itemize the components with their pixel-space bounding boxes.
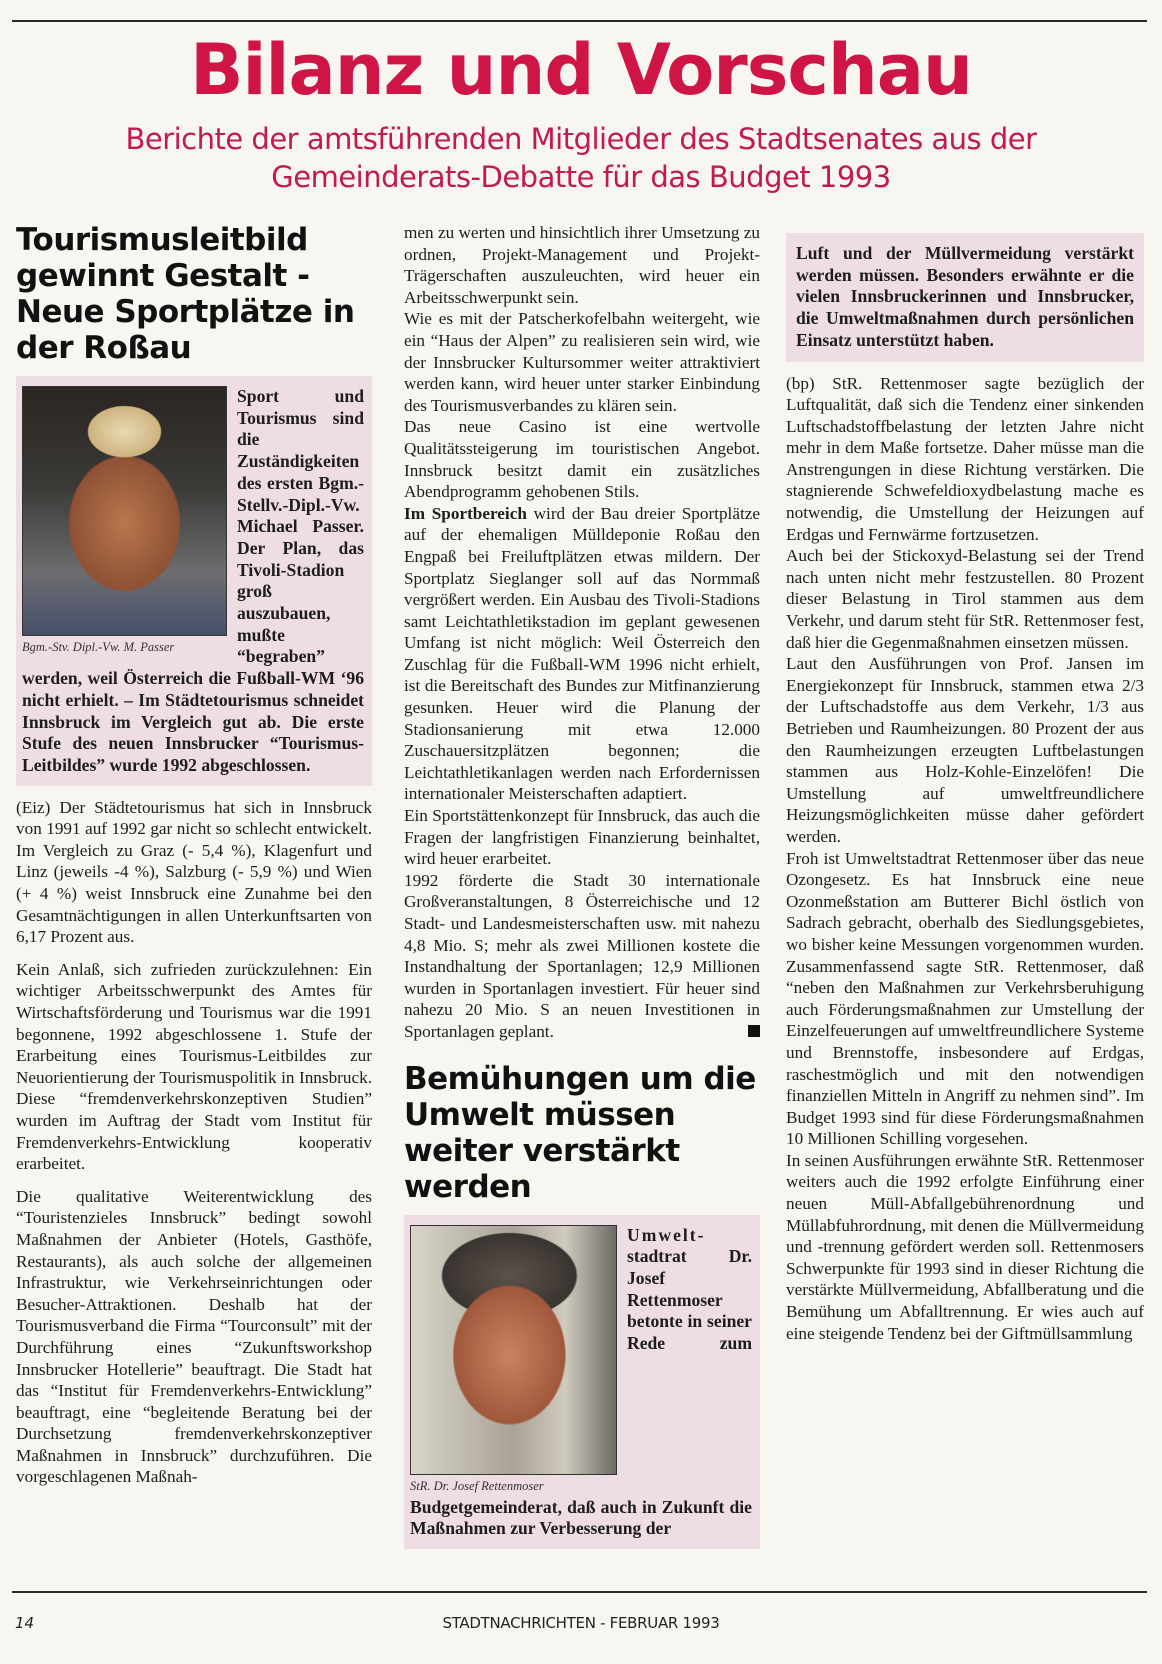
article1-headline: Tourismusleitbild gewinnt Gestalt - Neue Sportplätze in der Roßau (16, 222, 355, 366)
article2-photo-figure (410, 1225, 617, 1495)
closing-text: 1992 förderte die Stadt 30 internationale Großveranstaltungen, 8 Österreichische und 12 Stadt- und Landesmeisterschaften usw. mit nahezu 4,8 Mio. S; mehr als zwei Millionen kostete die Instandhaltung der Sportanlagen; 12,9 Millionen wurden in Sportanlagen investiert. Für heuer sind nahezu 20 Mio. S an neuen Investitionen in Sportanlagen geplant. (404, 870, 760, 1041)
article2-paragraph: Froh ist Umweltstadtrat Rettenmoser über das neue Ozongesetz. Es hat Innsbruck eine neue Ozonmeßstation am Butterer Bichl östlich von Sadrach gebracht, oberhalb des Siedlungsgebietes, wo bisher keine Messungen vorgenommen wurden. Zusammenfassend sagte StR. Rettenmoser, daß “neben den Maßnahmen zur Verkehrsberuhigung auch Förderungsmaßnahmen zur Umstellung der Einzelfeuerungen auf umweltfreundlichere Systeme und Brennstoffe, insbesondere auf Erdgas, raschestmöglich und mit den notwendigen finanziellen Mitteln in Angriff zu nehmen sind”. Im Budget 1993 sind für diese Förderungsmaßnahmen 10 Millionen Schilling vorgesehen. (786, 848, 1144, 1149)
article2-lead-box (404, 1215, 760, 1549)
page-subtitle: Berichte der amtsführenden Mitglieder des Stadtsenates aus der Gemeinderats-Debatte für das Budget 1993 (125, 122, 1037, 194)
article2-lead-box-continued (786, 233, 1144, 362)
article1-paragraph: men zu werten und hinsichtlich ihrer Umsetzung zu ordnen, Projekt-Management und Projekt-Trägerschaften auszuleuchten, wird heuer ein Arbeitsschwerpunkt sein. (404, 223, 760, 307)
article2-paragraph: Auch bei der Stickoxyd-Belastung sei der Trend nach unten nicht mehr festzustellen. 80 Prozent dieser Belastung in Tirol stammen aus dem Verkehr, und darum steht für StR. Rettenmoser fest, daß hier die Gegenmaßnahmen einsetzen müssen. (786, 546, 1144, 652)
article1-paragraph: Ein Sportstättenkonzept für Innsbruck, das auch die Fragen der langfristigen Finanzierung beinhaltet, wird heuer erarbeitet. (404, 806, 760, 869)
sport-text: wird der Bau dreier Sportplätze auf der ehemaligen Mülldeponie Roßau den Engpaß bei Freiluftplätzen etwas mildern. Der Sportplatz Sieglanger soll auf das Normmaß vergrößert werden. Ein Ausbau des Tivoli-Stadions samt Leichtathletikstadion im geplant gewesenen Umfang ist nicht möglich: Weil Österreich den Zuschlag für die Fußball-WM 1996 nicht erhielt, ist die Bereitschaft des Bundes zur Mitfinanzierung gesunken. Heuer wird die Planung der Stadionsanierung mit etwa 12.000 Zuschauersitzplätzen begonnen; die Leichtathletikanlagen werden nach Erfordernissen internationaler Meisterschaften adaptiert. (404, 503, 760, 804)
lead-first-word: Umwelt- (627, 1224, 706, 1245)
article1-closing-paragraph (404, 870, 760, 1043)
sport-label: Im Sportbereich (404, 503, 527, 523)
article1-paragraph: Das neue Casino ist eine wertvolle Qualitätssteigerung im touristischen Angebot. Innsbruck besitzt damit ein zusätzliches Abendprogramm gehobenen Stils. (404, 417, 760, 502)
photo-caption: Bgm.-Stv. Dipl.-Vw. M. Passer (22, 640, 175, 654)
article1-paragraph: Kein Anlaß, sich zufrieden zurückzulehnen: Ein wichtiger Arbeitsschwerpunkt des Amtes für Wirtschaftsförderung und Tourismus war die 1991 begonnene, 1992 abgeschlossene 1. Stufe der Erarbeitung eines Tourismus-Leitbildes zur Neuorientierung der Tourismuspolitik in Innsbruck. Diese “fremdenverkehrskonzeptiven Studien” wurden im Auftrag der Stadt vom Institut für Fremdenverkehrs-Entwicklung kooperativ erarbeitet. (16, 959, 372, 1174)
lead-text: stadtrat Dr. Josef Rettenmoser betonte in seiner Rede zum Budgetgemeinderat, daß auch in Zukunft die Maßnahmen zur Verbesserung der (410, 1246, 752, 1539)
page-number: 14 (15, 1614, 35, 1632)
article1-lead: Sport und Tourismus sind die Zuständigkeiten des ersten Bgm.-Stellv.-Dipl.-Vw. Michael Passer. Der Plan, das Tivoli-Stadion groß auszubauen, mußte “begraben” werden, weil Österreich die Fußball-WM ‘96 nicht erhielt. – Im Städtetourismus schneidet Innsbruck im Vergleich gut ab. Die erste Stufe des neuen Innsbrucker “Tourismus-Leitbildes” wurde 1992 abgeschlossen. (22, 386, 364, 775)
article1-lead-box (16, 376, 372, 786)
portrait-photo-rettenmoser (410, 1225, 617, 1475)
article1-paragraph: (Eiz) Der Städtetourismus hat sich in Innsbruck von 1991 auf 1992 gar nicht so schlecht entwickelt. Im Vergleich zu Graz (- 5,4 %), Klagenfurt und Linz (jeweils -4 %), Salzburg (- 5,9 %) und Wien (+ 4 %) weist Innsbruck eine Zunahme bei den Gesamtnächtigungen in allen Unterkunftsarten von 6,17 Prozent aus. (16, 797, 372, 947)
end-of-article-square-icon (748, 1025, 760, 1037)
publication-footer: STADTNACHRICHTEN - FEBRUAR 1993 (442, 1614, 720, 1632)
article1-paragraph: Die qualitative Weiterentwicklung des “Touristenzieles Innsbruck” bedingt sowohl Maßnahmen der Anbieter (Hotels, Gasthöfe, Restaurants), als auch solche der allgemeinen Infrastruktur, wie Verkehrseinrichtungen oder Besucher-Attraktionen. Deshalb hat der Tourismusverband die Firma “Tourconsult” mit der Durchführung eines “Zukunftsworkshop Innsbrucker Hotellerie” beauftragt. Die Stadt hat das “Institut für Fremdenverkehrs-Entwicklung” beauftragt, eine “begleitende Beratung bei der Durchsetzung fremdenverkehrskonzeptiver Maßnahmen in Innsbruck” durchzuführen. Die vorgeschlagenen Maßnah- (16, 1186, 372, 1487)
top-rule (12, 20, 1147, 22)
article1-photo-figure (22, 386, 227, 656)
article2-paragraph: (bp) StR. Rettenmoser sagte bezüglich der Luftqualität, daß sich die Tendenz einer sinkenden Luftschadstoffbelastung der letzten Jahre nicht mehr in dem Maße fortsetze. Daher müsse man die Anstrengungen in diese Richtung verstärken. Die stagnierende Schwefeldioxydbelastung mache es notwendig, die Umstellung der Heizungen auf Erdgas und Fernwärme fortzusetzen. (786, 373, 1144, 544)
column-2 (404, 222, 760, 1549)
article2-headline: Bemühungen um die Umwelt müssen weiter verstärkt werden (404, 1060, 756, 1205)
photo-caption: StR. Dr. Josef Rettenmoser (410, 1478, 544, 1493)
article2-paragraph: In seinen Ausführungen erwähnte StR. Rettenmoser weiters auch die 1992 erfolgte Einführung einer neuen Müll-Abfallgebührenordnung und Müllabfuhrordnung, mit denen die Müllvermeidung und -trennung gefördert werden soll. Rettenmosers Schwerpunkte für 1993 sind in dieser Richtung die verstärkte Müllvermeidung, Abfallberatung und die Bemühung um Abfalltrennung. Er wies auch auf eine steigende Tendenz bei der Giftmüllsammlung (786, 1150, 1144, 1343)
portrait-photo-passer (22, 386, 227, 636)
column-1 (16, 222, 372, 1488)
article1-paragraph: Wie es mit der Patscherkofelbahn weitergeht, wie ein “Haus der Alpen” zu realisieren sein wird, wie der Innsbrucker Kultursommer weiter attraktiviert werden kann, wird heuer unter starker Einbindung des Tourismusverbandes zu klären sein. (404, 309, 760, 415)
column-3 (786, 233, 1144, 1344)
article1-sport-paragraph (404, 503, 760, 805)
page-title: Bilanz und Vorschau (190, 29, 972, 111)
bottom-rule (12, 1591, 1147, 1593)
article2-lead-part2: Luft und der Müllvermeidung verstärkt werden müssen. Besonders erwähnte er die vielen Innsbruckerinnen und Innsbrucker, die Umweltmaßnahmen durch persönlichen Einsatz unterstützt haben. (796, 243, 1134, 350)
article2-paragraph: Laut den Ausführungen von Prof. Jansen im Energiekonzept für Innsbruck, stammen etwa 2/3 der Luftschadstoffe aus dem Verkehr, 1/3 aus Betrieben und Raumheizungen. 80 Prozent der aus den Raumheizungen erzeugten Luftbelastungen stammen aus Holz-Kohle-Einzelöfen! Die Umstellung auf umweltfreundlichere Heizungsmöglichkeiten müsse daher gefördert werden. (786, 654, 1144, 846)
